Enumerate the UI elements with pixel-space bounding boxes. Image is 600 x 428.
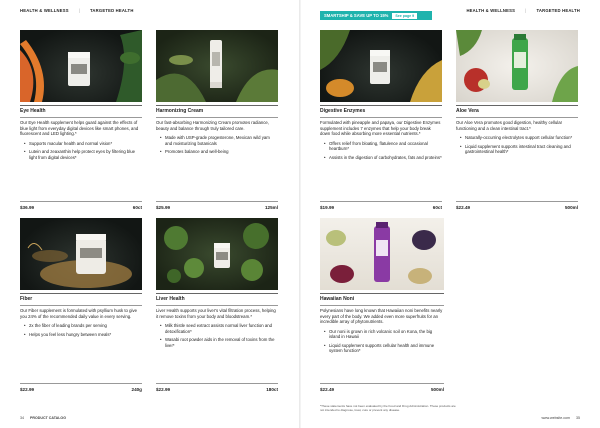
product-benefits-list bbox=[20, 141, 142, 160]
product-price: $25.99 bbox=[156, 205, 171, 210]
page-number: 35 bbox=[576, 416, 580, 420]
eye-health-scene-illustration bbox=[20, 30, 142, 102]
card-divider bbox=[320, 293, 444, 294]
product-size: 500ml bbox=[430, 387, 444, 392]
card-divider bbox=[20, 305, 142, 306]
product-price: $19.99 bbox=[320, 205, 335, 210]
product-name: Harmonizing Cream bbox=[156, 107, 204, 114]
promo-page-ref: See page 9 bbox=[392, 13, 417, 19]
liver-health-scene-illustration bbox=[156, 218, 278, 290]
product-card-aloe-vera bbox=[456, 30, 578, 212]
product-card-digestive-enzymes bbox=[320, 30, 442, 212]
product-description: Our fast-absorbing Harmonizing Cream promotes radiance, beauty and balance through truly tailored care. bbox=[156, 120, 269, 131]
fda-disclaimer-footnote: *These statements have not been evaluated by the Food and Drug Administration. These products are not intended to diagnose, treat, cure or prevent any disease. bbox=[320, 404, 456, 413]
product-price: $22.99 bbox=[20, 387, 35, 392]
product-price: $22.99 bbox=[156, 387, 171, 392]
benefit-item: • Our noni is grown in rich volcanic soil on Kona, the big island in Hawaii bbox=[324, 329, 444, 340]
card-divider bbox=[456, 117, 578, 118]
benefit-item: • Liquid supplement supports cellular health and immune system function* bbox=[324, 343, 444, 354]
fiber-scene-illustration bbox=[20, 218, 142, 290]
product-benefits-list bbox=[456, 135, 578, 154]
product-benefits-list bbox=[320, 329, 444, 354]
product-photo-harmonizing-cream bbox=[156, 30, 278, 102]
price-row bbox=[20, 201, 142, 210]
product-benefits-list bbox=[156, 323, 278, 348]
benefit-item: • 2x the fiber of leading brands per serving bbox=[24, 323, 142, 328]
header-separator: | bbox=[525, 8, 527, 13]
product-name: Aloe Vera bbox=[456, 107, 479, 114]
promo-text: SMARTSHIP & SAVE UP TO 15% bbox=[324, 13, 389, 18]
catalog-title: PRODUCT CATALOG bbox=[30, 416, 66, 420]
product-photo-fiber bbox=[20, 218, 142, 290]
product-description: Polynesians have long known that Hawaiian noni benefits nearly every part of the body. We added even more superfruits for an incredible array of phytonutrients. bbox=[320, 308, 443, 325]
benefit-item: • Helps you feel less hungry between meals* bbox=[24, 332, 142, 337]
product-size: 60ct bbox=[432, 205, 442, 210]
left-page-footer bbox=[20, 416, 66, 420]
left-page-header bbox=[20, 8, 134, 13]
card-divider bbox=[20, 293, 142, 294]
card-divider bbox=[156, 293, 278, 294]
aloe-vera-scene-illustration bbox=[456, 30, 578, 102]
card-divider bbox=[20, 105, 142, 106]
product-size: 60ct bbox=[132, 205, 142, 210]
page-gutter bbox=[299, 0, 301, 428]
card-divider bbox=[320, 105, 442, 106]
website-link[interactable]: www.website.com bbox=[541, 416, 570, 420]
benefit-item: • Lutein and zeaxanthin help protect eyes by filtering blue light from digital devices* bbox=[24, 149, 142, 160]
product-description: Our Fiber supplement is formulated with psyllium husk to give you 24% of the recommended daily value in every serving. bbox=[20, 308, 138, 319]
benefit-item: • Supports macular health and normal vision* bbox=[24, 141, 142, 146]
product-photo-digestive-enzymes bbox=[320, 30, 442, 102]
header-section: HEALTH & WELLNESS bbox=[20, 8, 69, 13]
harmonizing-cream-scene-illustration bbox=[156, 30, 278, 102]
product-size: 180ct bbox=[266, 387, 278, 392]
product-price: $36.99 bbox=[20, 205, 35, 210]
header-separator: | bbox=[78, 8, 80, 13]
product-description: Formulated with pineapple and papaya, our Digestive Enzymes supplement includes 7 enzymes that help your body break down food while absorbing more essential nutrients.* bbox=[320, 120, 441, 137]
product-card-liver-health bbox=[156, 218, 278, 400]
product-photo-hawaiian-noni bbox=[320, 218, 444, 290]
card-divider bbox=[156, 305, 278, 306]
benefit-item: • Wasabi root powder aids in the removal of toxins from the liver* bbox=[160, 337, 278, 348]
card-divider bbox=[320, 305, 444, 306]
product-description: Our Eye Health supplement helps guard against the effects of blue light from everyday digital devices like smart phones, and fluorescent and LED lighting.* bbox=[20, 120, 139, 137]
right-page-header bbox=[466, 8, 580, 13]
header-subsection: TARGETED HEALTH bbox=[89, 8, 134, 13]
product-name: Digestive Enzymes bbox=[320, 107, 366, 114]
product-size: 240g bbox=[131, 387, 142, 392]
price-row bbox=[20, 383, 142, 392]
page-number: 34 bbox=[20, 416, 24, 420]
product-price: $22.49 bbox=[456, 205, 471, 210]
benefit-item: • Made with USP-grade progesterone, Mexican wild yam and moisturizing botanicals bbox=[160, 135, 278, 146]
product-name: Fiber bbox=[20, 295, 33, 302]
product-card-eye-health bbox=[20, 30, 142, 212]
card-divider bbox=[20, 117, 142, 118]
product-card-harmonizing-cream bbox=[156, 30, 278, 212]
price-row bbox=[456, 201, 578, 210]
product-card-fiber bbox=[20, 218, 142, 400]
product-name: Eye Health bbox=[20, 107, 46, 114]
right-page-footer bbox=[541, 416, 580, 420]
product-photo-liver-health bbox=[156, 218, 278, 290]
benefit-item: • Offers relief from bloating, flatulence and occasional heartburn* bbox=[324, 141, 442, 152]
product-benefits-list bbox=[320, 141, 442, 160]
card-divider bbox=[320, 117, 442, 118]
benefit-item: • Naturally-occurring electrolytes support cellular function* bbox=[460, 135, 578, 140]
product-benefits-list bbox=[20, 323, 142, 337]
product-size: 125ml bbox=[264, 205, 278, 210]
header-section: HEALTH & WELLNESS bbox=[466, 8, 516, 13]
benefit-item: • Liquid supplement supports intestinal tract cleaning and gastrointestinal health* bbox=[460, 144, 578, 155]
digestive-enzymes-scene-illustration bbox=[320, 30, 442, 102]
product-photo-eye-health bbox=[20, 30, 142, 102]
product-description: Our Aloe Vera promotes good digestion, healthy cellular functioning and a clean intestinal tract.* bbox=[456, 120, 563, 131]
benefit-item: • Promotes balance and well-being bbox=[160, 149, 278, 154]
price-row bbox=[156, 383, 278, 392]
price-row bbox=[320, 201, 442, 210]
product-photo-aloe-vera bbox=[456, 30, 578, 102]
product-price: $22.49 bbox=[320, 387, 335, 392]
benefit-item: • Assists in the digestion of carbohydrates, fats and proteins* bbox=[324, 155, 442, 160]
price-row bbox=[156, 201, 278, 210]
product-benefits-list bbox=[156, 135, 278, 154]
card-divider bbox=[456, 105, 578, 106]
product-card-hawaiian-noni bbox=[320, 218, 444, 400]
hawaiian-noni-scene-illustration bbox=[320, 218, 444, 290]
card-divider bbox=[156, 117, 278, 118]
product-name: Hawaiian Noni bbox=[320, 295, 355, 302]
price-row bbox=[320, 383, 444, 392]
product-name: Liver Health bbox=[156, 295, 185, 302]
smartship-promo-banner bbox=[320, 11, 432, 20]
benefit-item: • Milk thistle seed extract assists normal liver function and detoxification* bbox=[160, 323, 278, 334]
header-subsection: TARGETED HEALTH bbox=[536, 8, 580, 13]
card-divider bbox=[156, 105, 278, 106]
product-description: Liver Health supports your liver's vital filtration process, helping it remove toxins from your body and bloodstream.* bbox=[156, 308, 276, 319]
product-size: 500ml bbox=[564, 205, 578, 210]
